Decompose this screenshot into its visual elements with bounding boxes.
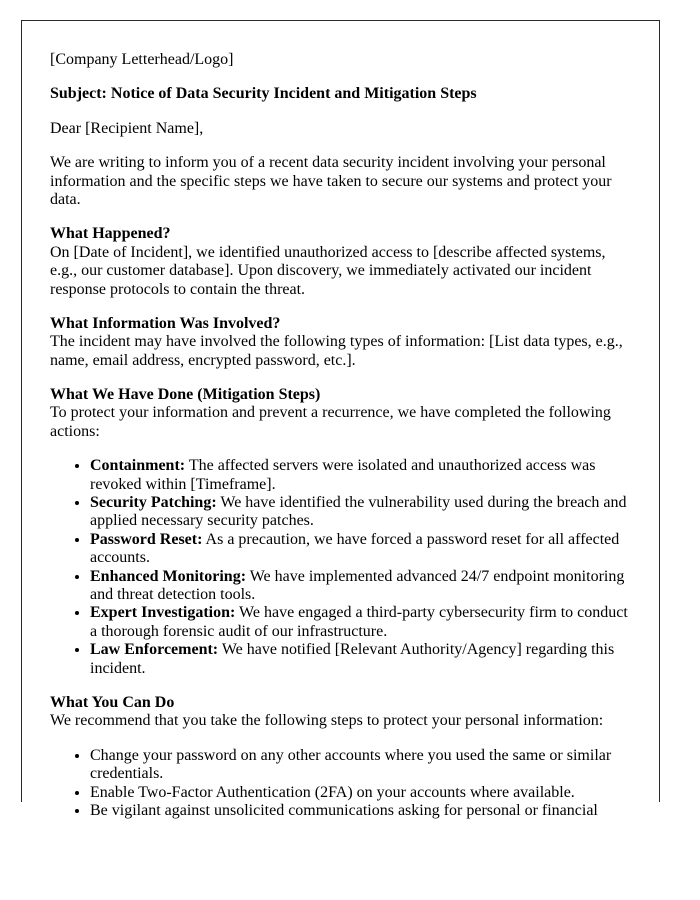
list-item-text: The affected servers were isolated and unauthorized access was revoked within [Timeframe].: [90, 457, 596, 493]
list-item-label: Expert Investigation:: [90, 604, 236, 622]
intro-paragraph: We are writing to inform you of a recent data security incident involving your personal information and the specific steps we have taken to secure our systems and protect your data.: [50, 154, 612, 208]
list-item-security-patching: [90, 494, 629, 531]
list-item-text: We have implemented advanced 24/7 endpoint monitoring and threat detection tools.: [90, 567, 625, 603]
list-item-label: Security Patching:: [90, 494, 217, 512]
section-heading-what-we-have-done: What We Have Done (Mitigation Steps): [50, 386, 321, 404]
list-item-change-password: • Change your password on any other accounts where you used the same or similar credentials.: [90, 747, 629, 784]
recommendations-list: [50, 747, 629, 821]
list-item-password-reset: [90, 531, 629, 568]
list-item-containment: [90, 457, 629, 494]
subject-line: Subject: Notice of Data Security Incident and Mitigation Steps: [50, 85, 477, 103]
section-heading-information-involved: What Information Was Involved?: [50, 314, 281, 332]
list-item-label: Law Enforcement:: [90, 641, 219, 659]
list-item-enhanced-monitoring: [90, 568, 629, 605]
list-item-label: Containment:: [90, 457, 186, 475]
letterhead-placeholder: [Company Letterhead/Logo]: [50, 51, 234, 68]
section-what-we-have-done: [50, 386, 629, 441]
list-item-text: As a precaution, we have forced a password reset for all affected accounts.: [90, 530, 620, 567]
list-item-label: Enhanced Monitoring:: [90, 567, 247, 585]
letter-document: [21, 20, 660, 819]
salutation: Dear [Recipient Name],: [50, 119, 204, 137]
section-body-what-you-can-do: We recommend that you take the following steps to protect your personal information:: [50, 712, 604, 730]
section-heading-what-you-can-do: What You Can Do: [50, 693, 175, 711]
section-body-information-involved: The incident may have involved the following types of information: [List data types, e.g., name, email address, encrypted password, etc.].: [50, 333, 623, 369]
mitigation-steps-list: [50, 457, 629, 678]
list-item-enable-2fa: • Enable Two-Factor Authentication (2FA) on your accounts where available.: [90, 784, 629, 802]
list-item-be-vigilant: • Be vigilant against unsolicited communications asking for personal or financial: [90, 802, 629, 820]
list-item-text: We have identified the vulnerability used during the breach and applied necessary security patches.: [90, 494, 627, 530]
section-body-what-we-have-done: To protect your information and prevent a recurrence, we have completed the following actions:: [50, 404, 611, 440]
list-item-label: Password Reset:: [90, 530, 203, 548]
section-information-involved: [50, 315, 629, 370]
list-item-law-enforcement: [90, 641, 629, 678]
list-item-text: We have engaged a third-party cybersecurity firm to conduct a thorough forensic audit of our infrastructure.: [90, 604, 628, 640]
section-body-what-happened: On [Date of Incident], we identified unauthorized access to [describe affected systems, e.g., our customer database]. Upon discovery, we immediately activated our incident response protocols to contain the threat.: [50, 243, 606, 298]
section-what-you-can-do: [50, 694, 629, 731]
section-what-happened: [50, 225, 629, 299]
list-item-expert-investigation: [90, 604, 629, 641]
list-item-text: We have notified [Relevant Authority/Agency] regarding this incident.: [90, 641, 615, 677]
section-heading-what-happened: What Happened?: [50, 225, 171, 243]
